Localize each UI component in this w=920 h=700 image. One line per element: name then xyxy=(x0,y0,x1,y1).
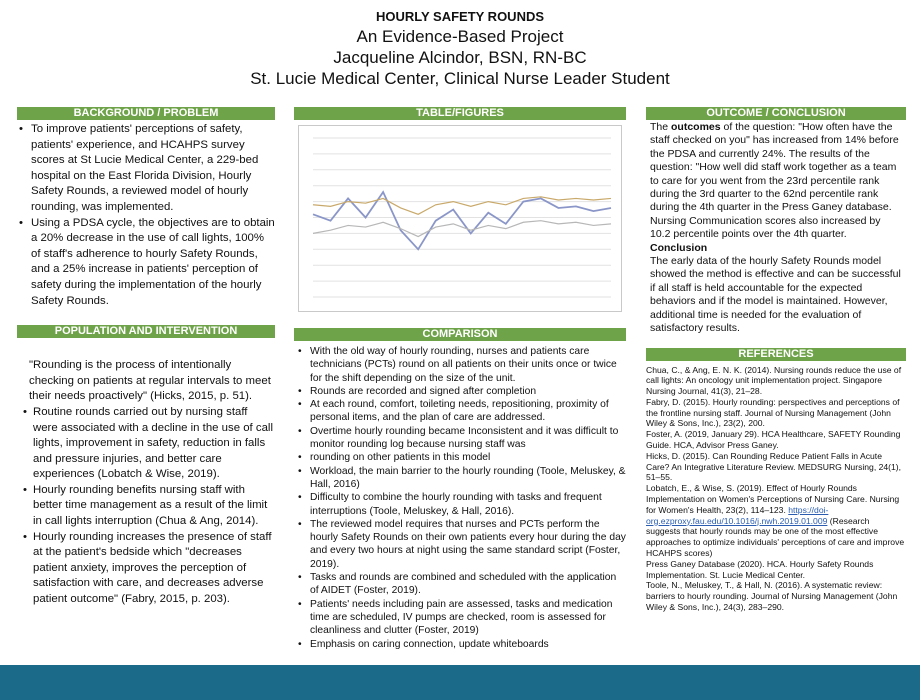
reference-note: (Research suggests that hourly rounds may be one of the most effective approaches to optimize individuals' perceptions of care and improve HCAHPS scores) xyxy=(646,515,905,559)
comparison-bullet: • Patients' needs including pain are assessed, tasks and medication time are scheduled, IV pumps are checked, room is assessed for cleanliness and clutter (Foster, 2019) xyxy=(296,598,626,638)
figures-heading: TABLE/FIGURES xyxy=(294,107,626,120)
reference-item: Foster, A. (2019, January 29). HCA Healthcare, SAFETY Rounding Guide. HCA, Advisor Press Ganey. xyxy=(646,429,901,451)
comparison-list xyxy=(294,345,626,651)
background-bullet: • Using a PDSA cycle, the objectives are to obtain a 20% decrease in the use of call lights, 100% of staff's adherence to hourly Safety Rounds, and a 25% increase in patients' perception of safety during the implementation of the hourly Safety Rounds. xyxy=(17,216,275,310)
references-list xyxy=(646,365,906,613)
left-column xyxy=(17,107,275,665)
reference-item xyxy=(646,483,906,559)
series-line-3 xyxy=(313,221,611,237)
poster-subtitle: An Evidence-Based Project xyxy=(356,27,564,46)
comparison-bullet: • Workload, the main barrier to the hourly rounding (Toole, Meluskey, & Hall, 2016) xyxy=(296,465,626,492)
population-bullet: • Hourly rounding increases the presence of staff at the patient's bedside which "decreases patient anxiety, improves the perception of satisfaction with care, and decreases adverse patient outcome" (Fabry, 2015, p. 203). xyxy=(17,530,275,608)
middle-column xyxy=(294,107,626,665)
comparison-bullet: • Emphasis on caring connection, update whiteboards xyxy=(296,638,626,651)
reference-text: Lobatch, E., & Wise, S. (2019). Effect of Hourly Rounds Implementation on Women's Perceptions of Nursing Care. Nursing for Women's Health, 23(2), 114–123. xyxy=(646,483,900,515)
comparison-bullet: • Rounds are recorded and signed after completion xyxy=(296,385,626,398)
footer-band xyxy=(0,665,920,700)
reference-item: Toole, N., Meluskey, T., & Hall, N. (2016). A systematic review: barriers to hourly rounding. Journal of Nursing Management (John Wiley & Sons, Inc.), 24(3), 283–290. xyxy=(646,580,898,613)
reference-item: Hicks, D. (2015). Can Rounding Reduce Patient Falls in Acute Care? An Integrative Literature Review. MEDSURG Nursing, 24(1), 51–55. xyxy=(646,450,902,483)
outcome-heading: OUTCOME / CONCLUSION xyxy=(646,107,906,120)
population-quote: "Rounding is the process of intentionally checking on patients at regular intervals to meet their needs proactively" (Hicks, 2015, p. 51). xyxy=(29,359,271,403)
outcome-text: of the question: "How often have the staff checked on you" has increased from 14% before the PDSA and currently 24%. The results of the question: "How well did staff work together as a team to care for you went from the 23rd percentile rank during the 3rd quarter to the 62nd percentile rank during the 4th quarter in the Press Ganey database. Nursing Communication scores also increased by 10.2 percentile points over the 4th quarter. xyxy=(650,121,899,241)
population-bullet: • Hourly rounding benefits nursing staff with better time management as a result of the limit in call lights interruption (Chua & Ang, 2014). xyxy=(17,483,275,530)
comparison-bullet: • Overtime hourly rounding became Inconsistent and it was difficult to monitor rounding log because nursing staff was xyxy=(296,425,626,452)
series-line-1 xyxy=(313,192,611,249)
poster-title: HOURLY SAFETY ROUNDS xyxy=(375,9,545,24)
background-heading: BACKGROUND / PROBLEM xyxy=(17,107,275,120)
conclusion-label-text: Conclusion xyxy=(650,241,708,254)
comparison-heading: COMPARISON xyxy=(294,328,626,341)
right-column xyxy=(646,107,906,665)
figure-frame xyxy=(298,125,622,312)
population-heading: POPULATION AND INTERVENTION xyxy=(17,325,275,338)
background-bullet: • To improve patients' perceptions of safety, patients' experience, and HCAHPS survey scores at St Lucie Medical Center, a 229-bed hospital on the East Florida Division, Hourly Safety Rounds, a reviewed model of hourly rounding, was implemented. xyxy=(17,122,275,216)
population-bullet: • Routine rounds carried out by nursing staff were associated with a decline in the use of call lights, improvement in safety, reduction in falls and pressure injuries, and better care experiences (Lobatch & Wise, 2019). xyxy=(17,405,275,483)
poster-affiliation: St. Lucie Medical Center, Clinical Nurse Leader Student xyxy=(250,69,670,88)
outcome-body xyxy=(646,121,906,336)
reference-doi-link[interactable]: https://doi-org.ezproxy.fau.edu/10.1016/j.nwh.2019.01.009 xyxy=(646,504,829,526)
outcome-text-pre: The xyxy=(650,121,672,133)
comparison-bullet: • At each round, comfort, toileting needs, repositioning, proximity of personal items, and the plan of care are addressed. xyxy=(296,398,626,425)
comparison-bullet: • Difficulty to combine the hourly rounding with tasks and frequent interruptions (Toole, Meluskey, & Hall, 2016). xyxy=(296,491,626,518)
conclusion-label xyxy=(650,242,902,255)
background-list xyxy=(17,122,275,309)
comparison-bullet: • Tasks and rounds are combined and scheduled with the application of AIDET (Foster, 2019). xyxy=(296,571,626,598)
reference-item: Press Ganey Database (2020). HCA. Hourly Safety Rounds Implementation. St. Lucie Medical Center. xyxy=(646,558,874,580)
line-chart xyxy=(299,126,621,311)
references-heading: REFERENCES xyxy=(646,348,906,361)
conclusion-text: The early data of the hourly Safety Rounds model showed the method is effective and can be successful if all staff is held accountable for the expected behaviors and if the model is maintained. However, additional time is needed for the evaluation of satisfactory results. xyxy=(650,255,901,335)
comparison-bullet: • With the old way of hourly rounding, nurses and patients care technicians (PCTs) round on all patients on their units once or twice for the shift depending on the size of the unit. xyxy=(296,345,626,385)
outcome-text-bold: outcomes xyxy=(671,121,721,133)
poster-header xyxy=(0,6,920,89)
comparison-bullet: • rounding on other patients in this model xyxy=(296,451,626,464)
population-list xyxy=(17,405,275,608)
poster-author: Jacqueline Alcindor, BSN, RN-BC xyxy=(333,48,587,67)
comparison-bullet: • The reviewed model requires that nurses and PCTs perform the hourly Safety Rounds on their own patients every hour during the day and every two hours at night using the same standard script (Foster, 2019). xyxy=(296,518,626,571)
population-body xyxy=(17,358,275,608)
outcome-paragraph xyxy=(650,121,902,242)
series-line-2 xyxy=(313,197,611,214)
reference-item: Fabry, D. (2015). Hourly rounding: perspectives and perceptions of the frontline nursing staff. Journal of Nursing Management (John Wiley & Sons, Inc.), 23(2), 200. xyxy=(646,396,900,429)
reference-item: Chua, C., & Ang, E. N. K. (2014). Nursing rounds reduce the use of call lights: An oncology unit implementation project. Singapore Nursing Journal, 41(3), 21–28. xyxy=(646,364,902,397)
